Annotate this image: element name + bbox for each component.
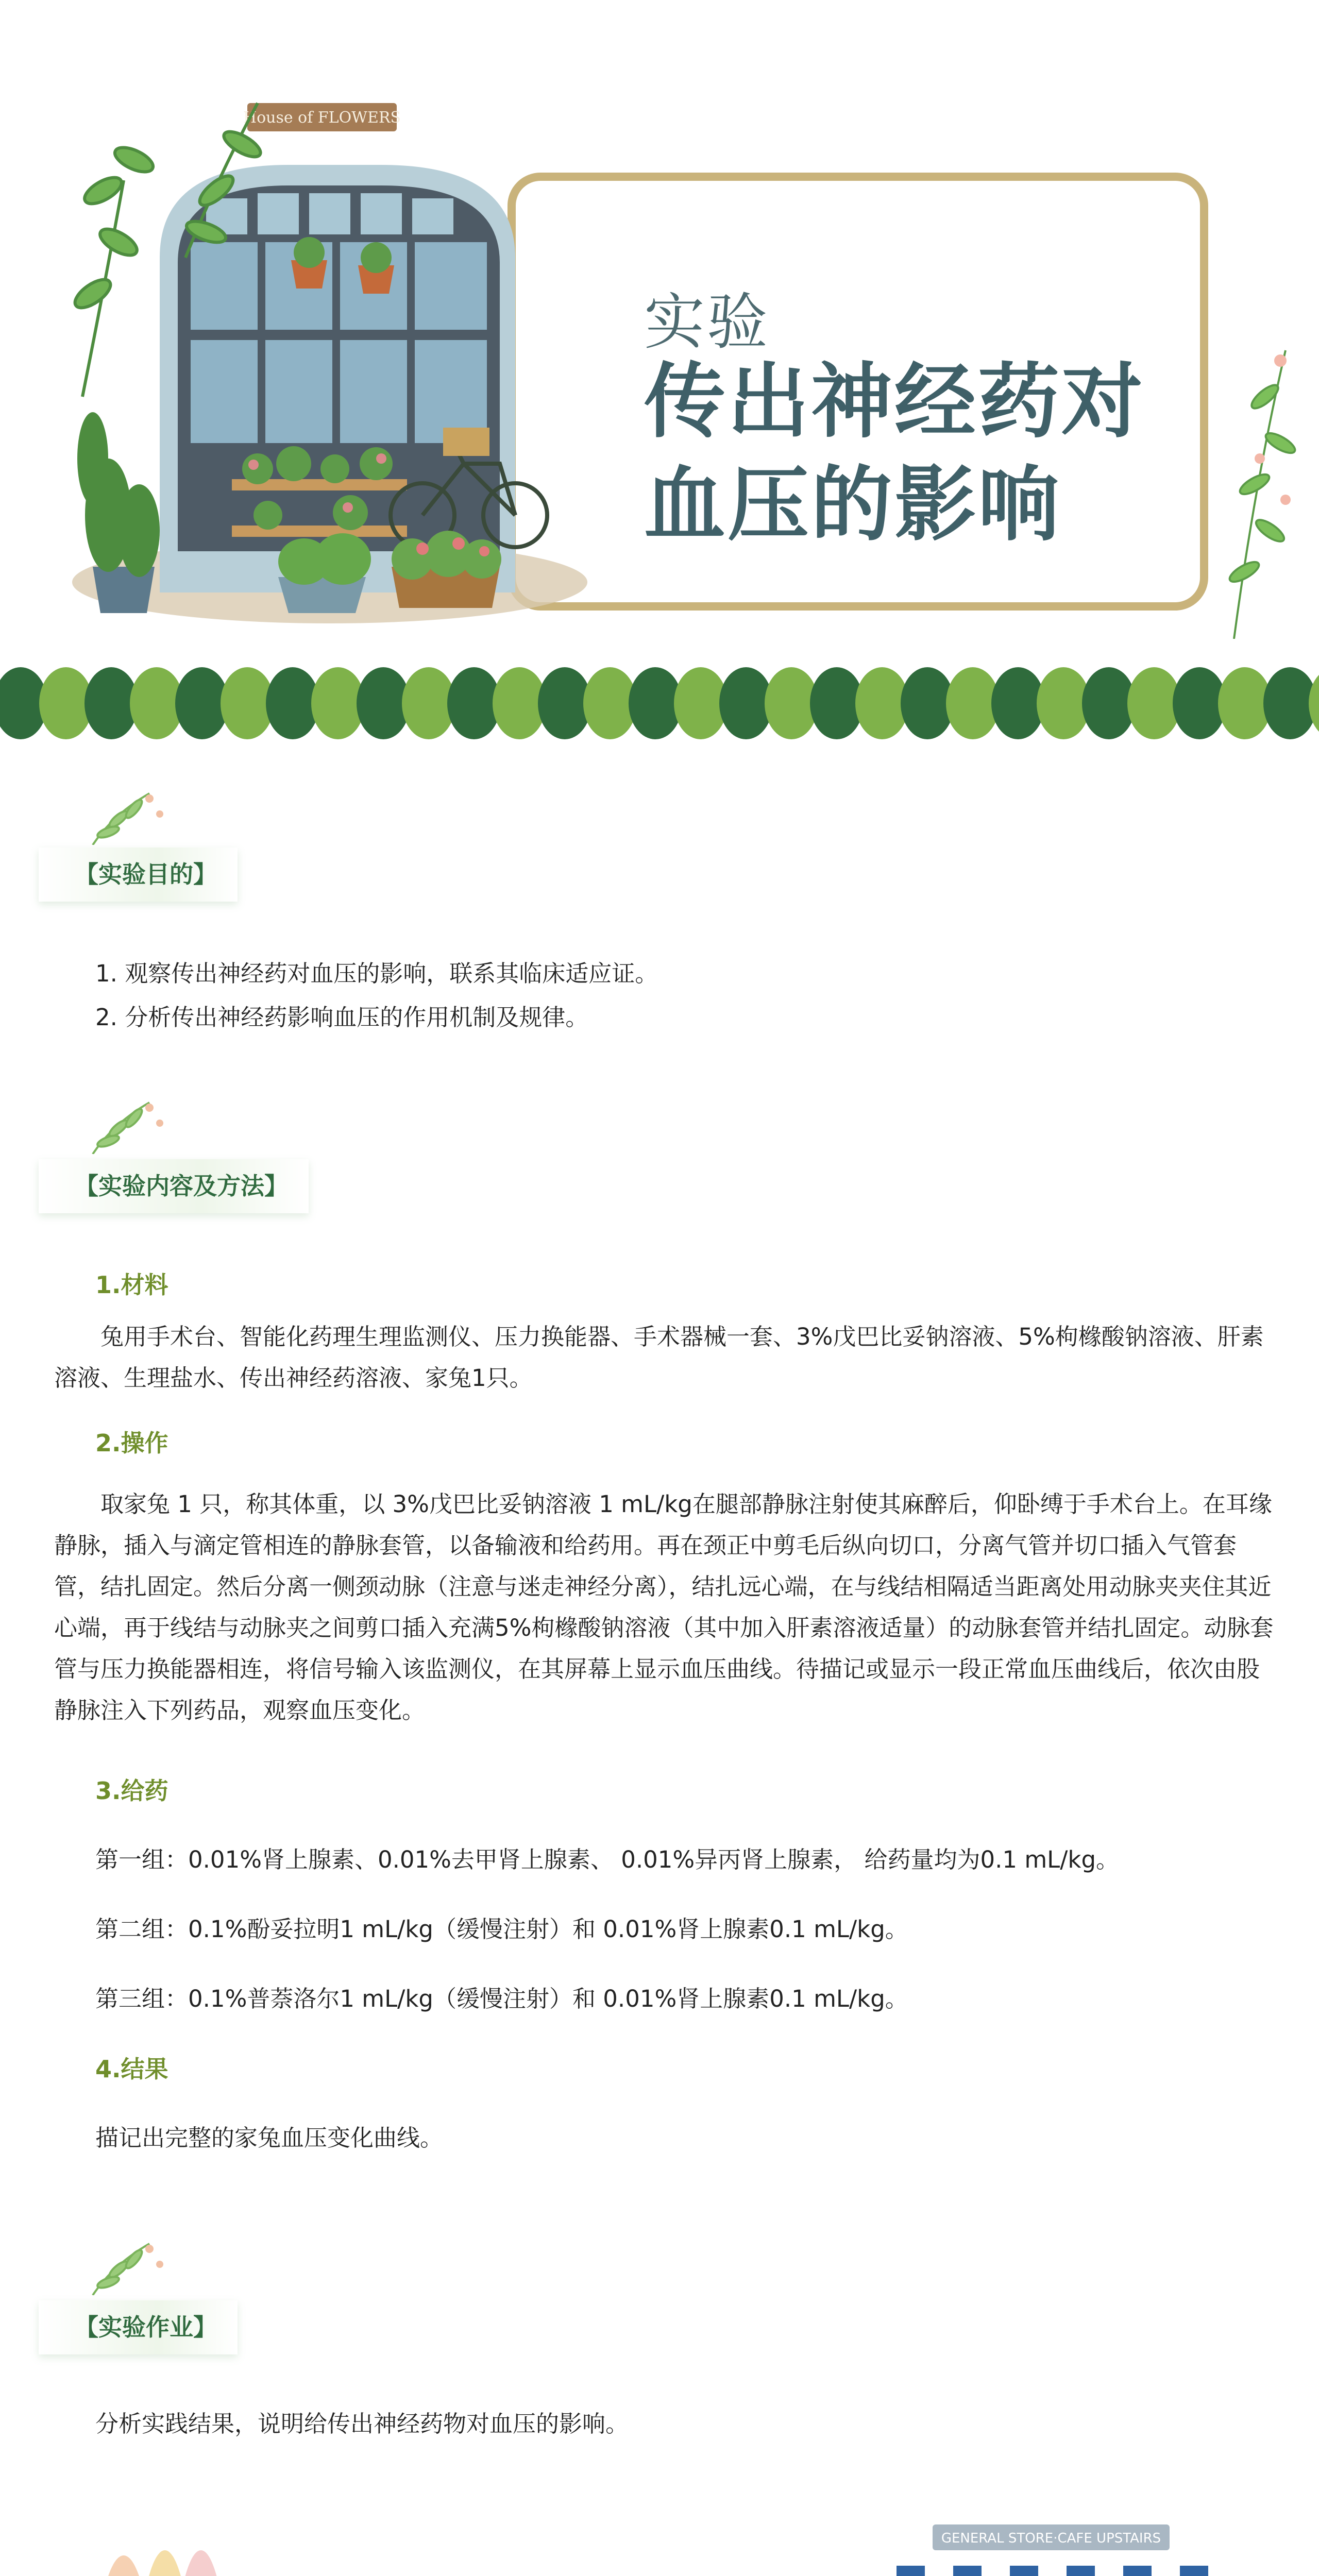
hero-subtitle: 实验: [644, 286, 770, 358]
section-sprig-icon: [62, 788, 180, 845]
section-label-homework: 【实验作业】: [39, 2300, 238, 2354]
section-label-purpose: 【实验目的】: [39, 848, 238, 902]
dosing-group-1: 第一组：0.01%肾上腺素、0.01%去甲肾上腺素、 0.01%异丙肾上腺素， 给药量均为0.1 mL/kg。: [95, 1846, 1120, 1873]
operation-text: 取家兔 1 只，称其体重，以 3%戊巴比妥钠溶液 1 mL/kg在腿部静脉注射使其麻醉后，仰卧缚于手术台上。在耳缘静脉，插入与滴定管相连的静脉套管，以备输液和给药用。再在颈正中剪毛后纵向切口，分离气管并切口插入气管套管，结扎固定。然后分离一侧颈动脉（注意与迷走神经分离），结扎远心端，在与线结相隔适当距离处用动脉夹夹住其近心端，再于线结与动脉夹之间剪口插入充满5%枸橼酸钠溶液（其中加入肝素溶液适量）的动脉套管并结扎固定。动脉套管与压力换能器相连，将信号输入该监测仪，在其屏幕上显示血压曲线。待描记或显示一段正常血压曲线后，依次由股静脉注入下列药品，观察血压变化。: [54, 1490, 1274, 1724]
dosing-group-2: 第二组：0.1%酚妥拉明1 mL/kg（缓慢注射）和 0.01%肾上腺素0.1 mL/kg。: [95, 1916, 908, 1943]
watercolor-trees-illustration: [62, 2540, 278, 2576]
leaf-sprig-decoration: [1203, 330, 1306, 639]
hedge-divider-top: [0, 665, 1319, 742]
materials-text: 兔用手术台、智能化药理生理监测仪、压力换能器、手术器械一套、3%戊巴比妥钠溶液、5%枸橼酸钠溶液、肝素溶液、生理盐水、传出神经药溶液、家兔1只。: [54, 1323, 1264, 1392]
results-text: 描记出完整的家兔血压变化曲线。: [95, 2124, 444, 2151]
purpose-item-1: 1. 观察传出神经药对血压的影响，联系其临床适应证。: [95, 960, 658, 987]
purpose-item-2: 2. 分析传出神经药影响血压的作用机制及规律。: [95, 1004, 589, 1031]
section-sprig-icon: [62, 2239, 180, 2295]
dosing-heading: 3.给药: [95, 1777, 168, 1805]
homework-text: 分析实践结果，说明给传出神经药物对血压的影响。: [95, 2410, 629, 2437]
general-store-illustration: [871, 2514, 1273, 2576]
kiosk-sign-text: GENERAL STORE·CAFE UPSTAIRS: [941, 2531, 1161, 2546]
page-title: 传出神经药对血压的影响: [644, 354, 1145, 552]
flower-shop-illustration: [62, 88, 587, 629]
materials-heading: 1.材料: [95, 1271, 168, 1299]
results-heading: 4.结果: [95, 2055, 168, 2083]
dosing-group-3: 第三组：0.1%普萘洛尔1 mL/kg（缓慢注射）和 0.01%肾上腺素0.1 mL/kg。: [95, 1985, 908, 2012]
shop-sign-text: House of FLOWERS: [243, 109, 401, 127]
operation-heading: 2.操作: [95, 1429, 168, 1457]
section-label-method: 【实验内容及方法】: [39, 1159, 309, 1213]
section-sprig-icon: [62, 1097, 180, 1154]
